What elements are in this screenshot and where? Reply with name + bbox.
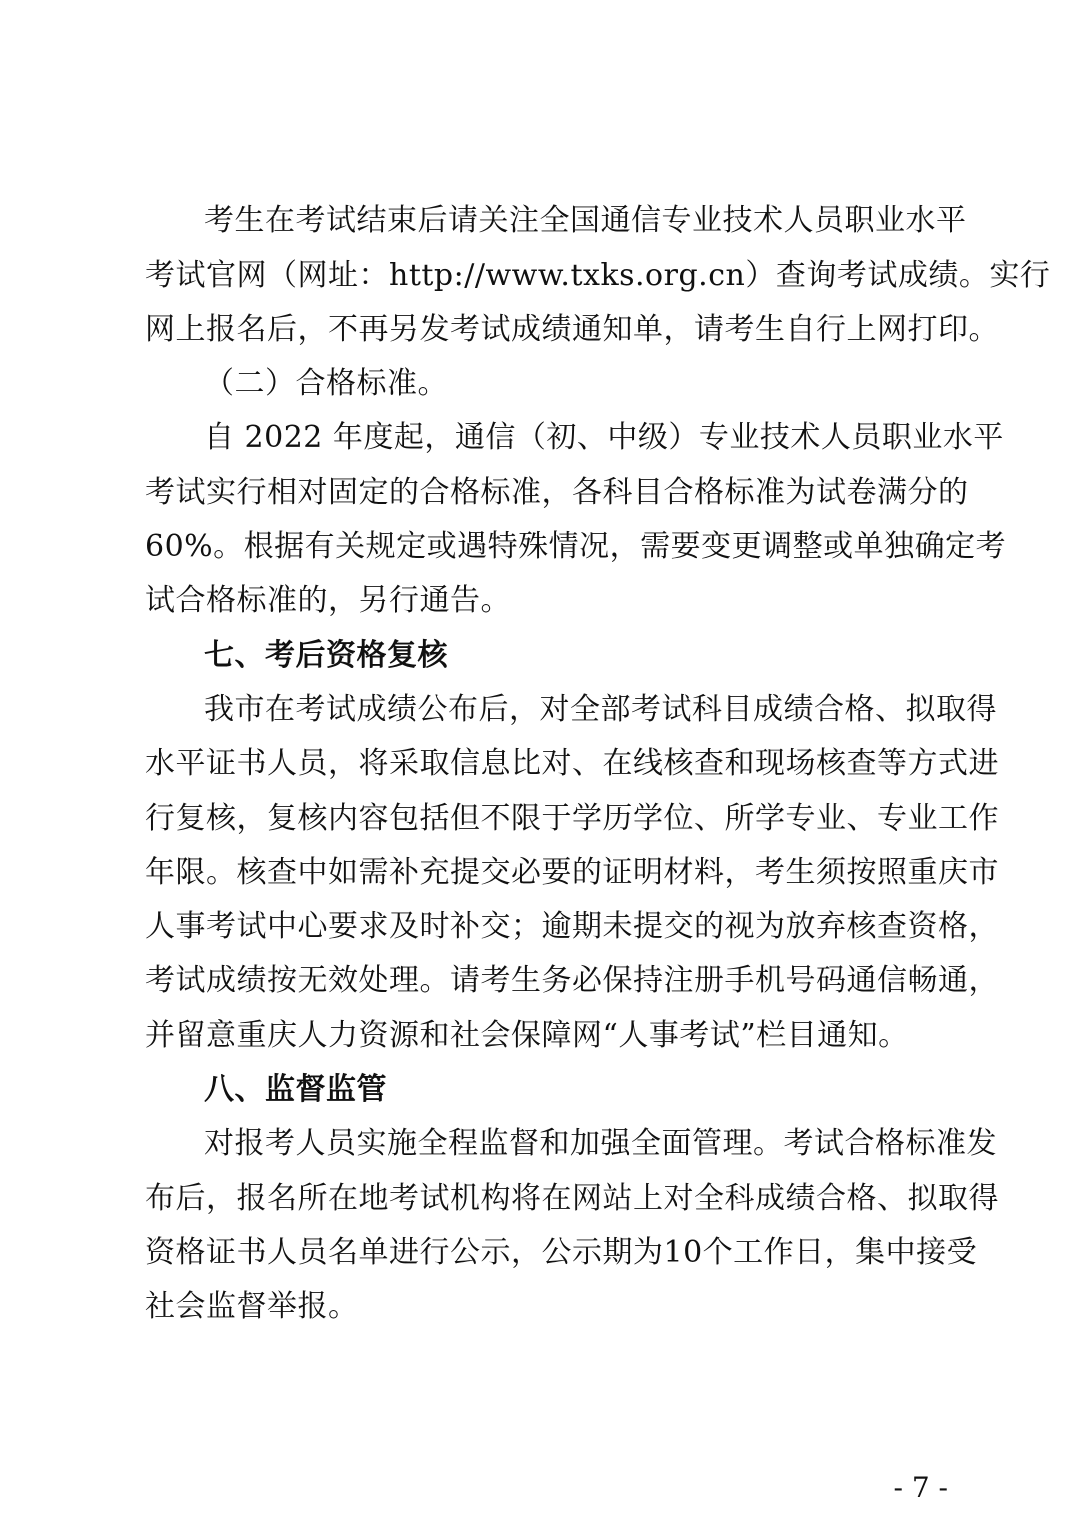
section-subheading: （二）合格标准。 [204,366,448,401]
paragraph-line: 考试实行相对固定的合格标准，各科目合格标准为试卷满分的 [145,475,969,510]
paragraph-line: 布后，报名所在地考试机构将在网站上对全科成绩合格、拟取得 [145,1181,999,1216]
paragraph-line: 网上报名后，不再另发考试成绩通知单，请考生自行上网打印。 [145,312,999,347]
paragraph-line: 对报考人员实施全程监督和加强全面管理。考试合格标准发 [204,1126,997,1161]
page-number: - 7 - [893,1471,948,1504]
paragraph-line: 我市在考试成绩公布后，对全部考试科目成绩合格、拟取得 [204,692,997,727]
paragraph-line: 试合格标准的，另行通告。 [145,583,511,618]
paragraph-line: 年限。核查中如需补充提交必要的证明材料，考生须按照重庆市 [145,855,999,890]
section-heading: 八、监督监管 [204,1072,387,1107]
paragraph-line: 考试官网（网址：http://www.txks.org.cn）查询考试成绩。实行 [145,258,1051,293]
paragraph-line: 自 2022 年度起，通信（初、中级）专业技术人员职业水平 [204,420,1004,455]
paragraph-line: 60%。根据有关规定或遇特殊情况，需要变更调整或单独确定考 [145,529,1007,564]
paragraph-line: 资格证书人员名单进行公示，公示期为10个工作日，集中接受 [145,1235,978,1270]
paragraph-line: 水平证书人员，将采取信息比对、在线核查和现场核查等方式进 [145,746,999,781]
paragraph-line: 考试成绩按无效处理。请考生务必保持注册手机号码通信畅通， [145,963,999,998]
paragraph-line: 社会监督举报。 [145,1289,359,1324]
paragraph-line: 考生在考试结束后请关注全国通信专业技术人员职业水平 [204,203,967,238]
paragraph-line: 行复核，复核内容包括但不限于学历学位、所学专业、专业工作 [145,801,999,836]
section-heading: 七、考后资格复核 [204,638,448,673]
paragraph-line: 并留意重庆人力资源和社会保障网“人事考试”栏目通知。 [145,1018,909,1053]
paragraph-line: 人事考试中心要求及时补交；逾期未提交的视为放弃核查资格， [145,909,999,944]
